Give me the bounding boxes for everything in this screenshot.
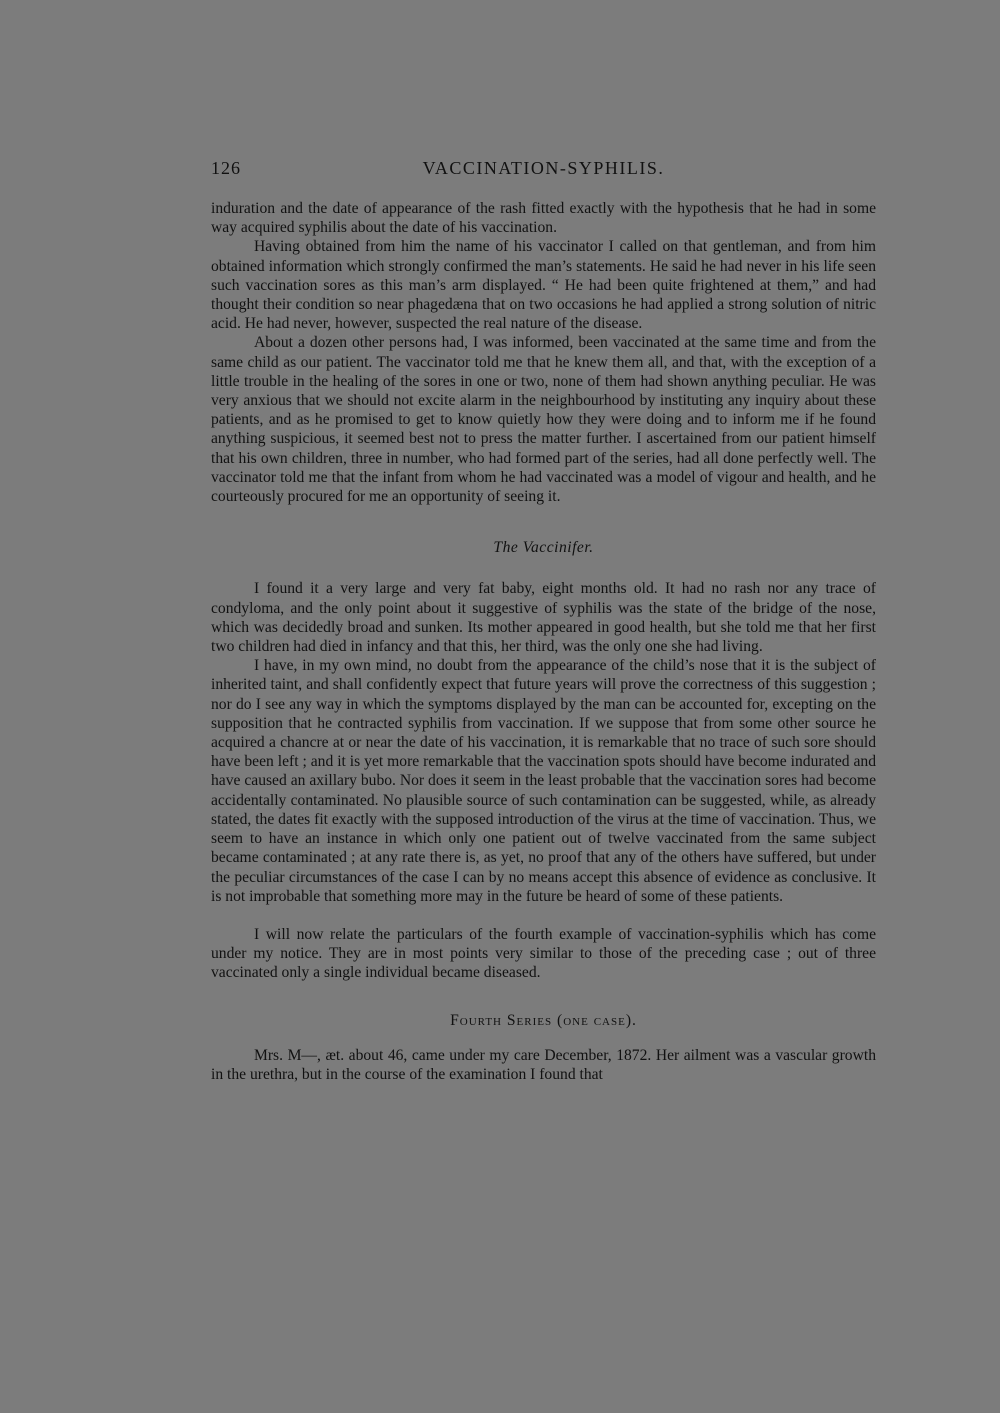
- paragraph: About a dozen other persons had, I was informed, been vaccinated at the same time and from the same child as our patient. The vaccinator told me that he knew them all, and that, with the exception of a little trouble in the healing of the sores in one or two, none of them had shown anything peculiar. He was very anxious that we should not excite alarm in the neighbourhood by instituting any inquiry about these patients, and as he promised to get to know quietly how they were doing and to inform me if he found anything suspicious, it seemed best not to press the matter further. I ascertained from our patient himself that his own children, three in number, who had formed part of the series, had all done perfectly well. The vaccinator told me that the infant from whom he had vaccinated was a model of vigour and health, and he courteously procured for me an opportunity of seeing it.: [211, 334, 876, 506]
- paragraph: induration and the date of appearance of the rash fitted exactly with the hypothesis that he had in some way acquired syphilis about the date of his vaccination.: [211, 200, 876, 237]
- section-heading-vaccinifer: The Vaccinifer.: [493, 539, 594, 557]
- running-title: VACCINATION-SYPHILIS.: [422, 158, 665, 178]
- paragraph: I will now relate the particulars of the fourth example of vaccination-syphilis which has come under my notice. They are in most points very similar to those of the preceding case ; out of three vaccinated only a single individual became diseased.: [211, 925, 876, 982]
- page-header: [211, 158, 876, 182]
- paragraph-gap: [211, 906, 876, 925]
- section-heading-fourth-series: Fourth Series (one case).: [450, 1011, 637, 1029]
- page-number: 126: [211, 158, 241, 178]
- paragraph: I have, in my own mind, no doubt from the appearance of the child’s nose that it is the subject of inherited taint, and shall confidently expect that future years will prove the correctness of this suggestion ; nor do I see any way in which the symptoms displayed by the man can be accounted for, excepting on the supposition that he contracted syphilis from vaccination. If we suppose that from some other source he acquired a chancre at or near the date of his vaccination, it is remarkable that no trace of such sore should have been left ; and it is yet more remarkable that the vaccination spots should have become indurated and have caused an axillary bubo. Nor does it seem in the least probable that the vaccination sores had become accidentally contaminated. No plausible source of such contamination can be suggested, while, as already stated, the dates fit exactly with the supposed introduction of the virus at the time of vaccination. Thus, we seem to have an instance in which only one patient out of twelve vaccinated from the same subject became contaminated ; at any rate there is, as yet, no proof that any of the others have suffered, but under the peculiar circumstances of the case I can by no means accept this absence of evidence as conclusive. It is not improbable that something more may in the future be heard of some of these patients.: [211, 657, 876, 905]
- page-body: [211, 199, 876, 1084]
- paragraph: I found it a very large and very fat baby, eight months old. It had no rash nor any trace of condyloma, and the only point about it suggestive of syphilis was the state of the bridge of the nose, which was decidedly broad and sunken. Its mother appeared in good health, but she told me that her first two children had died in infancy and that this, her third, was the only one she had living.: [211, 580, 876, 656]
- paragraph: Mrs. M—, æt. about 46, came under my care December, 1872. Her ailment was a vascular growth in the urethra, but in the course of the examination I found that: [211, 1046, 876, 1083]
- paragraph: Having obtained from him the name of his vaccinator I called on that gentleman, and from him obtained information which strongly confirmed the man’s statements. He said he had never in his life seen such vaccination sores as this man’s arm displayed. “ He had been quite frightened at them,” and had thought their condition so near phagedæna that on two occasions he had applied a strong solution of nitric acid. He had never, however, suspected the real nature of the disease.: [211, 238, 876, 333]
